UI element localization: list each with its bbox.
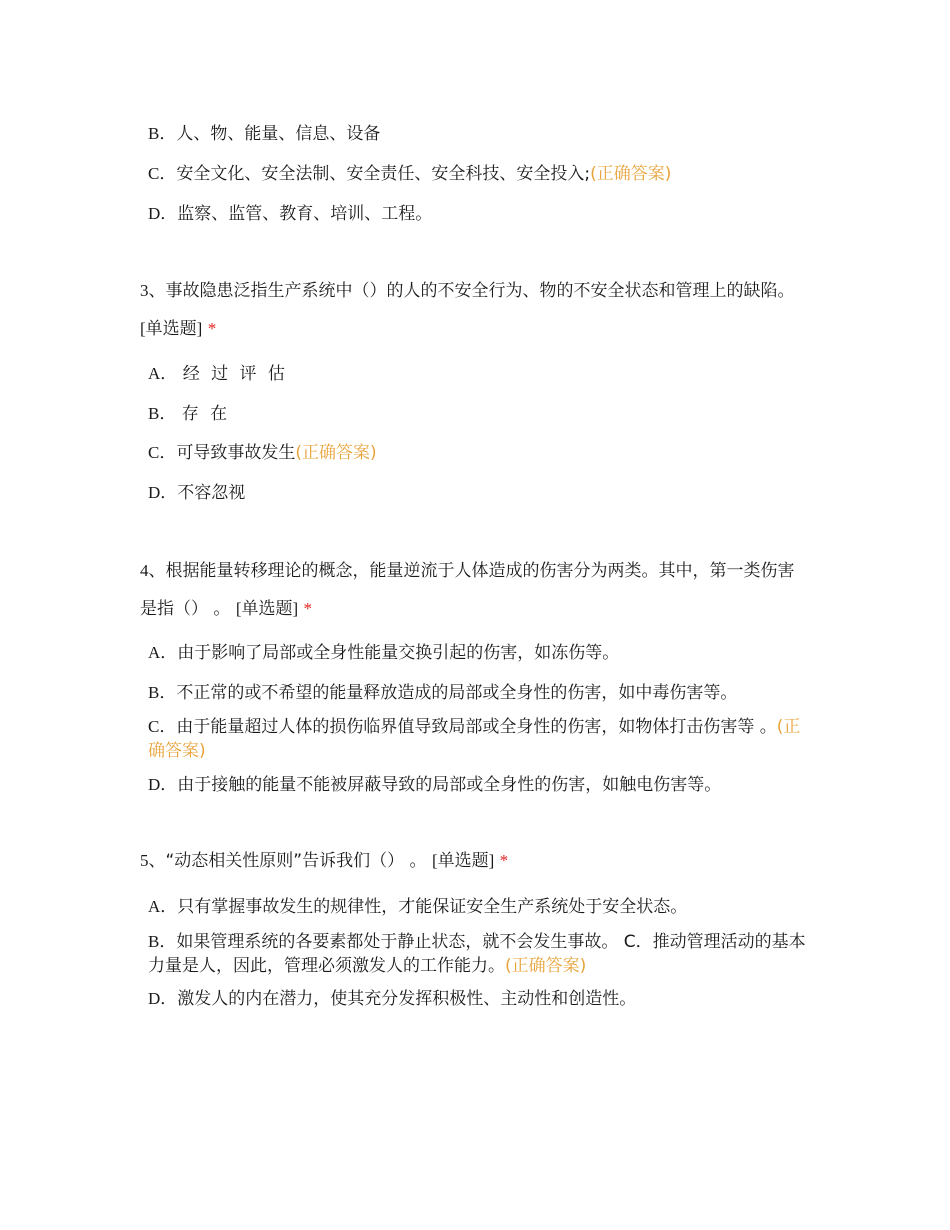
correct-answer-marker: (正确答案)	[295, 443, 377, 463]
question-number: 4	[140, 561, 149, 580]
q3-option-b[interactable]	[148, 402, 808, 426]
q2-option-c[interactable]	[148, 162, 808, 186]
correct-answer-marker: (正确答案)	[590, 164, 672, 184]
option-letter: D．	[148, 775, 178, 794]
option-letter: B．	[148, 124, 177, 143]
option-letter: D．	[148, 483, 178, 502]
option-letter: D．	[148, 204, 178, 223]
option-letter: C．	[148, 717, 177, 736]
option-letter: A．	[148, 364, 178, 383]
option-text: 由于影响了局部或全身性能量交换引起的伤害，如冻伤等。	[177, 643, 620, 663]
q3-option-c[interactable]	[148, 441, 808, 465]
option-letter: D．	[148, 989, 178, 1008]
q4-option-b[interactable]	[148, 681, 808, 705]
correct-answer-marker: (正确答案)	[148, 717, 801, 761]
q5-option-a[interactable]	[148, 895, 808, 919]
option-text: 不容忽视	[177, 483, 246, 503]
option-text: 可导致事故发生	[176, 443, 296, 463]
question-separator: 、	[148, 281, 166, 301]
question-text: 根据能量转移理论的概念，能量逆流于人体造成的伤害分为两类。其中，第一类伤害是指（） 。	[140, 561, 795, 619]
q5-option-d[interactable]	[148, 987, 808, 1011]
option-letter: C．	[148, 443, 177, 462]
question-separator: 、	[148, 561, 166, 581]
option-letter: B．	[148, 683, 177, 702]
question-number: 3	[140, 281, 149, 300]
option-text: 不正常的或不希望的能量释放造成的局部或全身性的伤害，如中毒伤害等。	[176, 683, 738, 703]
option-letter: B．	[148, 404, 177, 423]
option-letter: A．	[148, 643, 178, 662]
q5-option-b[interactable]	[148, 930, 808, 978]
q4-option-c[interactable]	[148, 715, 808, 763]
option-text: 监察、监管、教育、培训、工程。	[177, 204, 433, 224]
option-text: 存 在	[181, 404, 231, 424]
option-text: 安全文化、安全法制、安全责任、安全科技、安全投入;	[176, 164, 591, 184]
q3-option-d[interactable]	[148, 481, 808, 505]
question-type: [单选题]	[235, 599, 299, 618]
required-marker: *	[207, 319, 217, 338]
required-marker: *	[303, 599, 313, 618]
q2-option-b[interactable]	[148, 122, 808, 146]
option-letter: C．	[148, 164, 177, 183]
option-letter: B．	[148, 932, 177, 951]
option-text: 只有掌握事故发生的规律性，才能保证安全生产系统处于安全状态。	[177, 897, 688, 917]
q3-question	[140, 272, 810, 348]
question-separator: 、	[148, 851, 166, 871]
option-text: 经 过 评 估	[182, 364, 288, 384]
question-number: 5	[140, 851, 149, 870]
option-text: 由于能量超过人体的损伤临界值导致局部或全身性的伤害，如物体打击伤害等 。	[176, 717, 777, 737]
question-text: 事故隐患泛指生产系统中（）的人的不安全行为、物的不安全状态和管理上的缺陷。	[165, 281, 795, 301]
q5-question	[140, 842, 810, 880]
option-text: 由于接触的能量不能被屏蔽导致的局部或全身性的伤害，如触电伤害等。	[177, 775, 722, 795]
correct-answer-marker: (正确答案)	[505, 956, 587, 976]
option-text: 如果管理系统的各要素都处于静止状态，就不会发生事故。 C．推动管理活动的基本力量是人，因此，管理必须激发人的工作能力。	[148, 932, 806, 976]
q4-option-d[interactable]	[148, 773, 808, 797]
q4-option-a[interactable]	[148, 641, 808, 665]
option-text: 激发人的内在潜力，使其充分发挥积极性、主动性和创造性。	[177, 989, 637, 1009]
question-type: [单选题]	[431, 851, 495, 870]
option-text: 人、物、能量、信息、设备	[176, 124, 381, 144]
q3-option-a[interactable]	[148, 362, 808, 386]
question-text: “动态相关性原则”告诉我们（） 。	[165, 851, 427, 871]
q2-option-d[interactable]	[148, 202, 808, 226]
option-letter: A．	[148, 897, 178, 916]
q4-question	[140, 552, 810, 628]
question-type: [单选题]	[140, 319, 203, 338]
required-marker: *	[499, 851, 509, 870]
